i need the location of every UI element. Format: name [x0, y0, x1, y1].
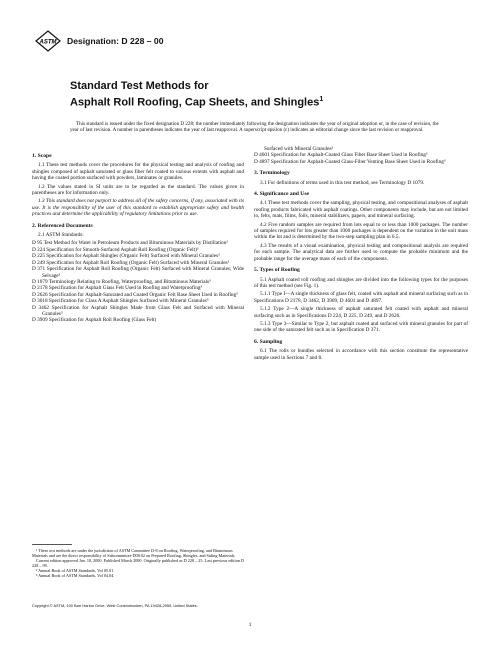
reference-item-continued: Surfaced with Mineral Granules³ [264, 146, 334, 152]
footnotes [32, 544, 244, 578]
title-line-1: Standard Test Methods for [70, 80, 209, 92]
terminology-3-1: 3.1 For definitions of terms used in this test method, see Terminology D 1079. [260, 179, 425, 186]
section-heading-significance: 4. Significance and Use [254, 191, 310, 198]
scope-1-3: 1.3 This standard does not purport to address all of the safety concerns, if any, associated with its use. It is the responsibility of the user of this standard to establish appropriate safety and health practices and determine the applicability of regulatory limitations prior to use. [32, 198, 244, 218]
footnote-2: ² Annual Book of ASTM Standards, Vol 05.01. [36, 568, 115, 573]
sampling-6-1: 6.1 The rolls or bundles selected in accordance with this section constitute the representative sample used in Sections 7 and 8. [254, 348, 468, 361]
reference-item: D 224 Specification for Smooth-Surfaced Asphalt Roll Roofing (Organic Felt)³ [32, 246, 199, 253]
types-5-1: 5.1 Asphalt coated roll roofing and shingles are divided into the following types for the purposes of this test method (see Fig. 1). [254, 276, 468, 289]
reference-item: D 3909 Specification for Asphalt Roll Roofing (Glass Felt) [32, 317, 157, 324]
document-header [35, 30, 163, 52]
significance-4-1: 4.1 These test methods cover the sampling, physical testing, and compositional analyses of asphalt roofing products fabricated with asphalt coatings. Other components may include, but are not limited to, felts, mats, films, foils, mineral stabilizers, papers, and mineral surfacing. [254, 200, 468, 220]
section-heading-terminology: 3. Terminology [254, 170, 290, 177]
reference-item: D 2178 Specification for Asphalt Glass Felt Used in Roofing and Waterproofing³ [32, 285, 203, 292]
significance-4-2: 4.2 Five random samples are required from lots equal to or less than 1000 packages. The number of samples required for lots greater than 1000 packages is dependent on the variation in the unit mass within the lot and is determined by the two-step sampling plan in 6.5. [254, 221, 468, 241]
footnote-3: ³ Annual Book of ASTM Standards, Vol 04.04. [36, 573, 115, 578]
title-footnote-mark: 1 [319, 96, 324, 103]
types-5-1-1: 5.1.1 Type I—A single thickness of glass felt, coated with asphalt and mineral surfacing such as in Specifications D 2178, D 3462, D 3909, D 4601 and D 4897. [254, 291, 468, 304]
section-heading-referenced-documents: 2. Referenced Documents [32, 222, 93, 229]
reference-item: D 3018 Specification for Class A Asphalt Shingles Surfaced with Mineral Granules³ [32, 298, 209, 305]
reference-item: D 3462 Specification for Asphalt Shingles Made from Glass Felt and Surfaced with Mineral Granules³ [32, 304, 244, 317]
footnote-divider [32, 544, 72, 545]
section-heading-scope: 1. Scope [32, 153, 52, 159]
types-5-1-2: 5.1.2 Type 2—A single thickness of asphalt saturated felt coated with asphalt and mineral surfacing such as in Specifications D 224, D 225, D 249, and D 2626. [254, 306, 468, 319]
reference-item: D 225 Specification for Asphalt Shingles (Organic Felt) Surfaced with Mineral Granules³ [32, 253, 220, 260]
left-column [32, 148, 244, 324]
reference-item: D 4897 Specification for Asphalt-Coated Glass-Fiber Venting Base Sheet Used in Roofing³ [254, 158, 446, 165]
issuance-notice: This standard is issued under the fixed designation D 228; the number immediately following the designation indicates the year of original adoption or, in the case of revision, the year of last revision. A number in parentheses indicates the year of last reapproval. A superscript epsilon (ε) indicates an editorial change since the last revision or reapproval. [70, 121, 439, 134]
footnote-1-edition: Current edition approved Jan. 10, 2000. Published March 2000. Originally published as D 228 – 25. Last previous edition D 228 – 99. [32, 558, 244, 568]
astm-standards-label: 2.1 ASTM Standards: [38, 232, 84, 239]
svg-text:ASTM: ASTM [39, 39, 57, 46]
reference-item: D 1079 Terminology Relating to Roofing, Waterproofing, and Bituminous Materials³ [32, 278, 211, 285]
footnote-1: ¹ These test methods are under the jurisdiction of ASTM Committee D-8 on Roofing, Waterproofing, and Bituminous Materials and are the direct responsibility of Subcommittee D08.02 on Prepared Roofing, Shingles, and Siding Materials. [32, 548, 236, 558]
section-heading-sampling: 6. Sampling [254, 338, 283, 345]
reference-item: D 2626 Specification for Asphalt-Saturated and Coated Organic Felt Base Sheet Used in Roofing³ [32, 291, 238, 298]
astm-logo-icon [35, 30, 61, 52]
scope-1-2: 1.2 The values stated in SI units are to be regarded as the standard. The values given in parentheses are for information only. [32, 183, 244, 197]
title-line-2: Asphalt Roll Roofing, Cap Sheets, and Shingles$^1$ [70, 96, 324, 109]
scope-1-1: 1.1 These test methods cover the procedures for the physical testing and analysis of roofing and shingles composed of asphalt saturated or glass fiber felt coated to various extents with asphalt and having the coated portion surfaced with powders, laminates or granules. [32, 162, 244, 182]
copyright-line: Copyright © ASTM, 100 Barr Harbor Drive, West Conshohocken, PA 19428-2959, United States. [32, 603, 198, 608]
reference-item: D 95 Test Method for Water in Petroleum Products and Bituminous Materials by Distillation² [32, 240, 228, 247]
designation: Designation: D 228 – 00 [67, 36, 164, 46]
types-5-1-3: 5.1.3 Type 3—Similar to Type 2, but asphalt coated and surfaced with mineral granules for part of one side of the saturated felt such as in Specification D 371. [254, 320, 468, 334]
page-number: 1 [248, 622, 252, 628]
reference-item: D 4601 Specification for Asphalt-Coated Glass Fiber Base Sheet Used in Roofing³ [254, 152, 428, 159]
reference-item: D 371 Specification for Asphalt Roll Roofing (Organic Felt) Surfaced with Mineral Granules; Wide Selvage³ [32, 266, 244, 279]
document-title [70, 80, 450, 110]
significance-4-3: 4.3 The results of a visual examination, physical testing and compositional analysis are required for each sample. The analytical data are further used to compute the probable minimum and the probable range for the average mass of each of the components. [254, 242, 468, 262]
section-heading-types-of-roofing: 5. Types of Roofing [254, 267, 300, 274]
right-column [254, 146, 468, 363]
reference-item: D 249 Specification for Asphalt Roll Roofing (Organic Felt) Surfaced with Mineral Granules³ [32, 259, 230, 266]
